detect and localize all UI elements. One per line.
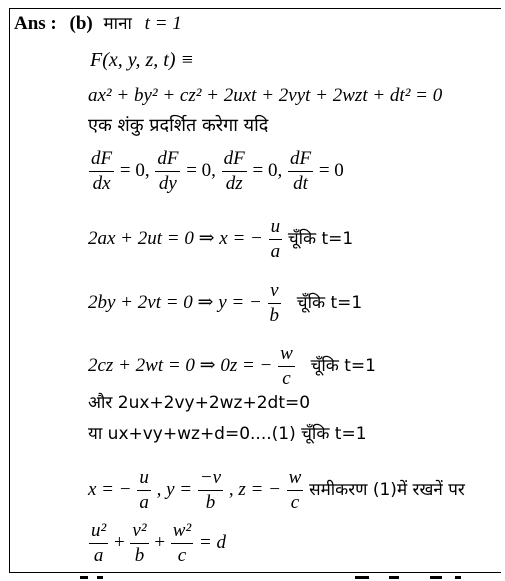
x-eq: x = −	[88, 479, 132, 501]
z-condition: चूँकि t=1	[310, 356, 376, 377]
eq-zero: = 0,	[186, 160, 216, 182]
eq-zero: = 0,	[119, 160, 150, 182]
plus-sign: +	[113, 532, 125, 554]
aur-line: और 2ux+2vy+2wz+2dt=0	[88, 393, 311, 413]
z-solution	[88, 343, 376, 391]
x-equation: 2ax + 2ut = 0 ⇒ x = −	[88, 228, 263, 250]
x-solution	[88, 216, 353, 264]
dF-dy-fraction: $\frac{dF}{dy}$	[157, 148, 179, 194]
neg-v-over-b: $\frac{-v}{b}$	[199, 467, 222, 513]
dF-dx-fraction: $\frac{dF}{dx}$	[91, 148, 113, 194]
cone-equation: ax² + by² + cz² + 2uxt + 2vyt + 2wzt + dt² = 0	[88, 85, 443, 106]
u-over-a-fraction: $\frac{u}{a}$	[270, 216, 281, 262]
eq-zero: = 0,	[252, 160, 283, 182]
ans-label: Ans :	[14, 13, 57, 34]
z-eq: , z = −	[228, 479, 281, 501]
t-equals-one: t = 1	[144, 13, 182, 34]
w2-over-c: $\frac{\text{w²}}{c}$	[172, 520, 192, 566]
equals-d: = d	[198, 532, 226, 554]
dF-dt-fraction: $\frac{dF}{dt}$	[289, 148, 312, 194]
v2-over-b: $\frac{\text{v²}}{b}$	[132, 520, 147, 566]
u2-over-a: $\frac{\text{u²}}{a}$	[91, 520, 107, 566]
u-over-a: $\frac{u}{a}$	[139, 467, 149, 513]
cone-statement: एक शंकु प्रदर्शित करेगा यदि	[88, 115, 269, 136]
option-label: (b)	[69, 13, 93, 34]
mana-text: माना	[103, 14, 132, 34]
cropped-next-line	[0, 574, 505, 581]
ya-line: या ux+vy+wz+d=0....(1) चूँकि t=1	[88, 424, 367, 444]
substitution-line	[88, 467, 465, 515]
plus-sign: +	[154, 532, 166, 554]
z-equation: 2cz + 2wt = 0 ⇒ 0z = −	[88, 355, 273, 377]
answer-header	[14, 14, 182, 33]
dF-dz-fraction: $\frac{dF}{dz}$	[223, 148, 245, 194]
y-eq: , y =	[156, 479, 193, 501]
v-over-b-fraction: $\frac{v}{b}$	[269, 280, 280, 326]
y-condition: चूँकि t=1	[296, 293, 363, 314]
eq-zero-end: = 0	[318, 160, 344, 182]
w-over-c-fraction: $\frac{w}{c}$	[280, 343, 293, 389]
final-equation	[88, 520, 226, 568]
y-solution	[88, 280, 362, 328]
y-equation: 2by + 2vt = 0 ⇒ y = −	[88, 292, 262, 314]
partial-derivatives	[88, 148, 344, 196]
w-over-c: $\frac{w}{c}$	[288, 467, 302, 513]
function-definition: F(x, y, z, t) ≡	[90, 49, 195, 71]
substitution-text: समीकरण (1)में रखनें पर	[309, 480, 465, 501]
x-condition: चूँकि t=1	[287, 229, 354, 250]
